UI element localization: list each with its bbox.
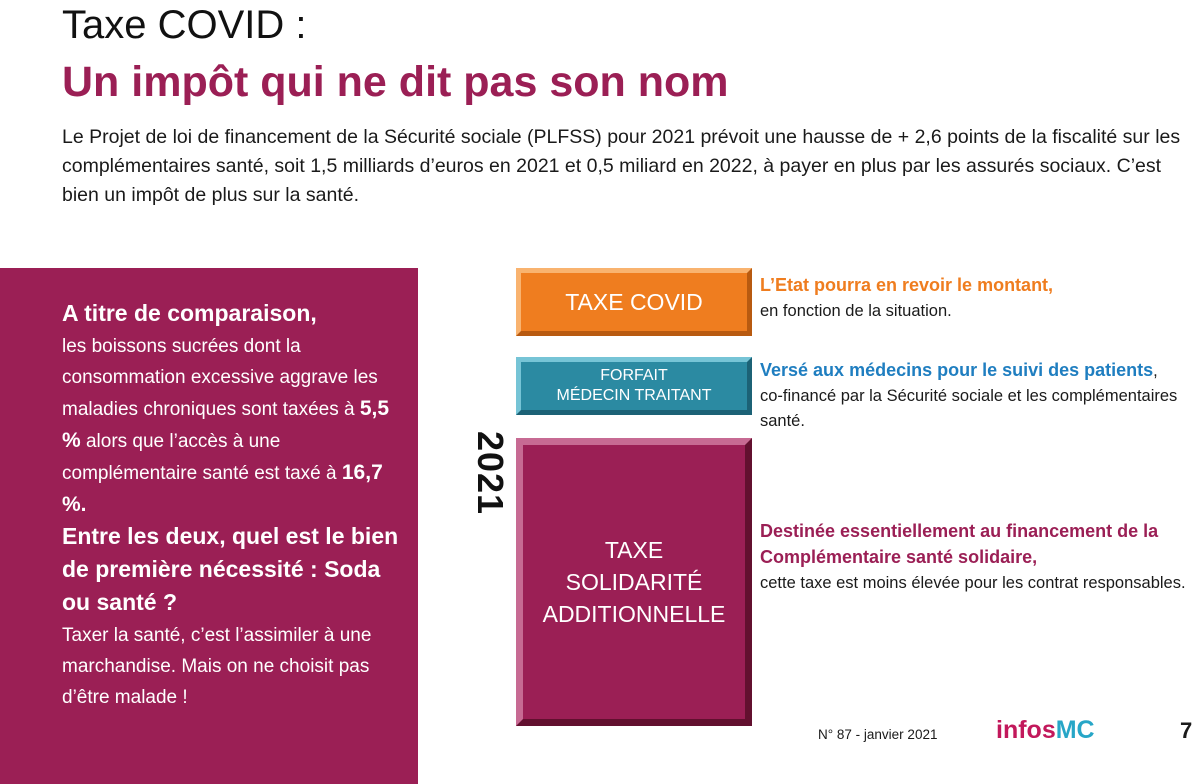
block-forfait-line-1: FORFAIT <box>600 367 668 384</box>
block-solidarite-line-3: ADDITIONNELLE <box>542 601 726 627</box>
block-solidarite-line-2: SOLIDARITÉ <box>565 569 703 595</box>
note-forfait-text: co-financé par la Sécurité sociale et les complémentaires santé. <box>760 387 1178 430</box>
note-forfait <box>760 358 1190 434</box>
soda-tax-value: 5,5 % <box>62 397 390 452</box>
note-solidarite-text: cette taxe est moins élevée pour les contrat responsables. <box>760 574 1186 592</box>
issue-info: N° 87 - janvier 2021 <box>818 727 938 742</box>
comparison-text-1: les boissons sucrées dont la consommation excessive aggrave les maladies chroniques sont taxées à <box>62 336 378 420</box>
note-solidarite <box>760 519 1190 596</box>
comparison-question: Entre les deux, quel est le bien de première nécessité : Soda ou santé ? <box>62 523 399 615</box>
year-text: 2021 <box>470 430 511 516</box>
note-forfait-lead: Versé aux médecins pour le suivi des patients <box>760 360 1154 380</box>
block-taxe-covid-label: TAXE COVID <box>565 288 703 315</box>
block-taxe-covid <box>516 268 752 336</box>
block-forfait-line-2: MÉDECIN TRAITANT <box>556 387 712 404</box>
block-taxe-solidarite <box>516 438 752 726</box>
block-solidarite-line-1: TAXE <box>604 537 664 563</box>
page-title: Taxe COVID : <box>62 3 307 47</box>
health-tax-value: 16,7 %. <box>62 461 383 516</box>
logo-part-2: MC <box>1055 716 1095 744</box>
note-taxe-covid-lead: L’Etat pourra en revoir le montant, <box>760 275 1054 295</box>
comparison-conclusion: Taxer la santé, c’est l’assimiler à une marchandise. Mais on ne choisit pas d’être malade ! <box>62 625 372 708</box>
note-taxe-covid <box>760 273 1190 324</box>
page-number: 7 <box>1180 718 1193 743</box>
note-taxe-covid-text: en fonction de la situation. <box>760 302 952 320</box>
intro-paragraph: Le Projet de loi de financement de la Sécurité sociale (PLFSS) pour 2021 prévoit une hausse de + 2,6 points de la fiscalité sur les complémentaires santé, soit 1,5 milliards d’euros en 2021 et 0,5 miliard en 2022, à payer en plus par les assurés sociaux. C’est bien un impôt de plus sur la santé. <box>62 126 1181 206</box>
comparison-text <box>62 298 407 713</box>
infosmc-logo <box>996 716 1095 745</box>
block-forfait-medecin <box>516 357 752 415</box>
logo-part-1: infos <box>996 716 1056 744</box>
comparison-text-2: alors que l’accès à une complémentaire santé est taxé à <box>62 431 342 484</box>
comparison-heading: A titre de comparaison, <box>62 300 317 326</box>
note-forfait-comma: , <box>1153 362 1158 380</box>
page-subtitle: Un impôt qui ne dit pas son nom <box>62 58 729 106</box>
note-solidarite-lead: Destinée essentiellement au financement de la Complémentaire santé solidaire, <box>760 521 1159 567</box>
